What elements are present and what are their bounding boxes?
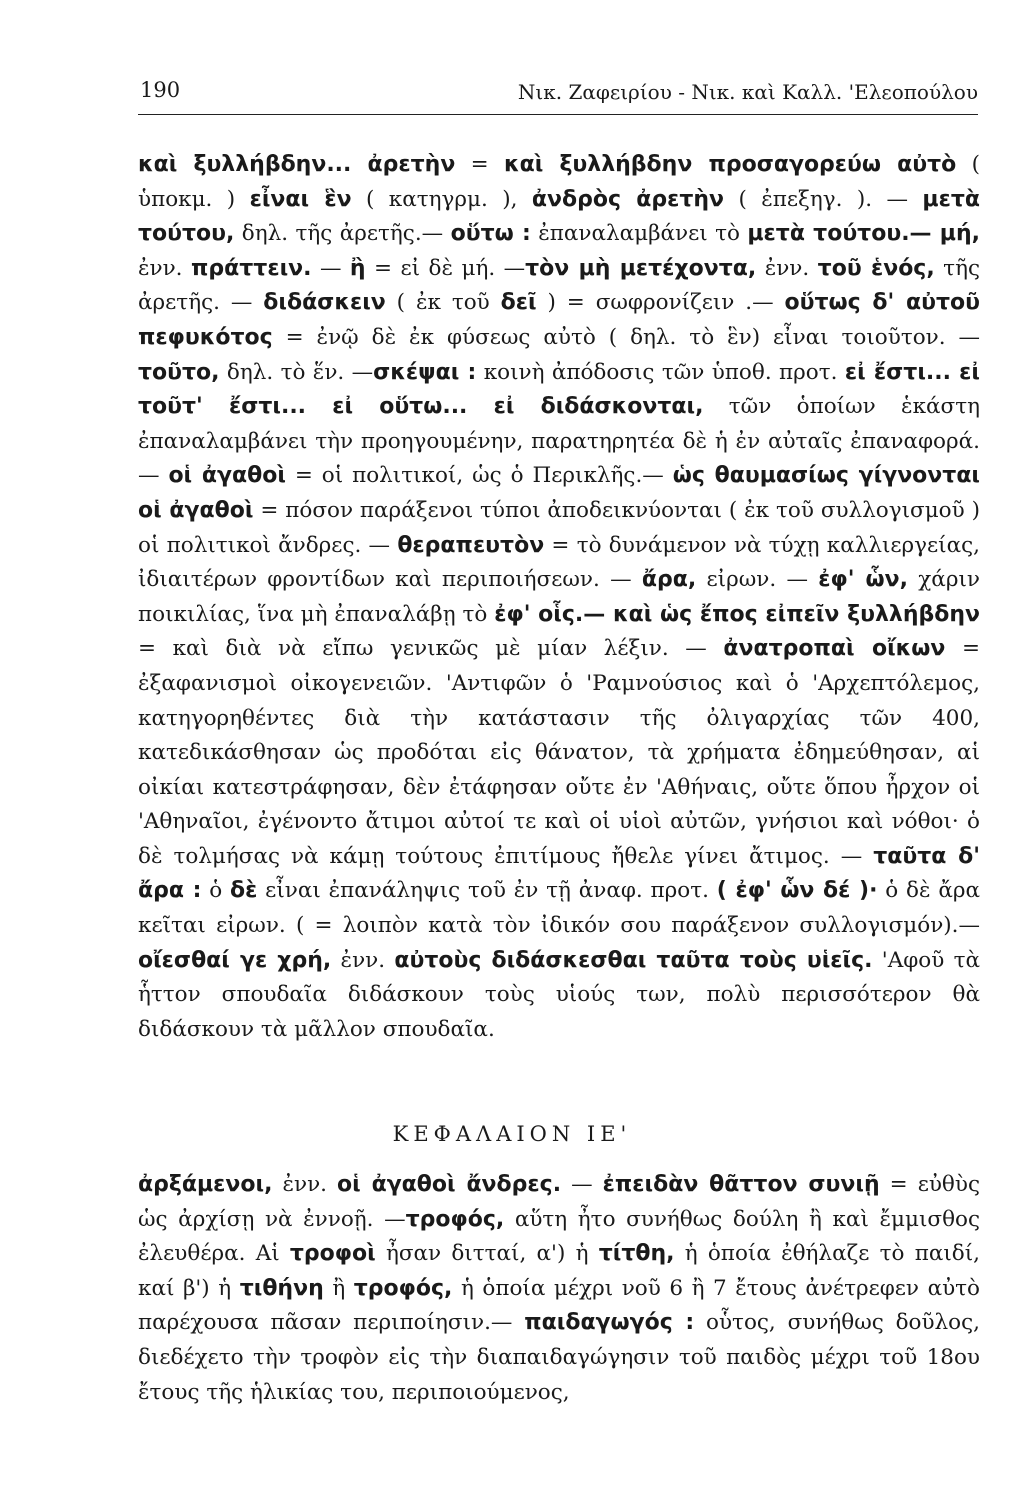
lemma: ἐφ' οἷς.— καὶ ὡς ἔπος εἰπεῖν ξυλλήβδην [494, 601, 980, 627]
chapter-heading: ΚΕΦΑΛΑΙΟΝ ΙΕ' [392, 1122, 632, 1146]
page-number: 190 [140, 78, 181, 102]
gloss: = καὶ διὰ νὰ εἴπω γενικῶς μὲ μίαν λέξιν. — [138, 636, 724, 662]
gloss: ἐνν. [138, 255, 191, 281]
lemma: δὲ [230, 878, 258, 904]
gloss: ) = σωφρονίζειν .— [536, 290, 785, 316]
lemma: ταῦτα δ' ἄρα : [138, 843, 980, 904]
gloss: ἐπαναλαμβάνει τὸ [530, 221, 748, 247]
running-title: Νικ. Ζαφειρίου - Νικ. καὶ Καλλ. 'Ελεοπούλου [517, 80, 978, 104]
gloss: = ἐξαφανισμοὶ οἰκογενειῶν. 'Αντιφῶν ὁ 'Ραμνούσιος καὶ ὁ 'Αρχεπτόλεμος, κατηγορηθέντες διὰ τὴν κατάστασιν τῆς ὀλιγαρχίας τῶν 400, κατεδικάσθησαν ὡς προδόται εἰς θάνατον, τὰ χρήματα ἐδημεύθησαν, αἱ οἰκίαι κατεστράφησαν, δὲν ἐτάφησαν οὔτε ἐν 'Αθήναις, οὔτε ὅπου ἦρχον οἱ 'Αθηναῖοι, ἐγένοντο ἄτιμοι αὐτοί τε καὶ οἱ υἱοὶ αὐτῶν, γνήσιοι καὶ νόθοι· ὁ δὲ τολμήσας νὰ κάμῃ τούτους ἐπιτίμους ἤθελε γίνει ἄτιμος. — [138, 636, 981, 869]
lemma: ἀρξάμενοι, [138, 1172, 273, 1197]
lemma: ἀνατροπαὶ οἴκων [723, 636, 946, 662]
gloss: ( κατηγρμ. ), [351, 186, 532, 212]
gloss: δηλ. τῆς ἀρετῆς.— [234, 221, 451, 247]
lemma: εἶναι ἓν [249, 186, 352, 212]
lemma: οἴεσθαί γε χρή, [138, 947, 332, 973]
lemma: τίτθη, [598, 1241, 675, 1267]
gloss: τῶν ὁποίων ἑκάστη ἐπαναλαμβάνει τὴν προηγουμένην, παρατηρητέα δὲ ἡ ἐν αὐταῖς ἐπαναφορά. — [138, 394, 980, 489]
lemma: οἱ ἀγαθοὶ ἄνδρες. [337, 1172, 562, 1197]
gloss: ἐνν. [272, 1172, 338, 1197]
gloss: = πόσον παράξενοι τύποι ἀποδεικνύονται ( ἐκ τοῦ συλλογισμοῦ ) οἱ πολιτικοὶ ἄνδρες. — [138, 497, 980, 558]
gloss: ἡ ὁποία ἐθήλαζε τὸ παιδί, καί β') ἡ [138, 1241, 980, 1301]
gloss: = [455, 152, 504, 177]
gloss: = εἰ δὲ μή. — [365, 255, 526, 281]
gloss: οὗτος, συνήθως δοῦλος, διεδέχετο τὴν τροφὸν εἰς τὴν διαπαιδαγώγησιν τοῦ παιδὸς μέχρι τοῦ 18ου ἔτους τῆς ἡλικίας του, περιποιούμενος, [138, 1310, 980, 1405]
lemma: οὕτως δ' αὐτοῦ πεφυκότος [138, 290, 980, 350]
lemma: ἐπειδὰν θᾶττον συνιῇ [602, 1172, 880, 1197]
gloss: αὕτη ἦτο συνήθως δούλη ἢ καὶ ἔμμισθος ἐλευθέρα. Αἱ [138, 1206, 980, 1267]
gloss: = οἱ πολιτικοί, ὡς ὁ Περικλῆς.— [285, 463, 673, 489]
gloss: = τὸ δυνάμενον νὰ τύχῃ καλλιεργείας, ἰδιαιτέρων φροντίδων καὶ περιποιήσεων. — [138, 532, 980, 593]
paragraph [138, 148, 980, 1047]
lemma: πράττειν. [190, 255, 312, 281]
lemma: σκέψαι : [373, 359, 477, 385]
gloss: τῆς ἀρετῆς. — [138, 255, 980, 316]
gloss: ( ἐπεξηγ. ). — [724, 186, 923, 212]
commentary-text [138, 148, 980, 1047]
gloss: ἢ [323, 1275, 354, 1301]
lemma: τὸν μὴ μετέχοντα, [525, 255, 757, 281]
gloss: — [311, 255, 350, 281]
lemma: ἀνδρὸς ἀρετὴν [531, 186, 725, 212]
lemma: μετὰ τούτου, [138, 186, 981, 247]
gloss: ( ὑποκμ. ) [138, 152, 980, 212]
lemma: δεῖ [500, 290, 537, 316]
lemma: ἐφ' ὧν, [818, 567, 908, 593]
lemma: μετὰ τούτου.— μή, [747, 221, 980, 247]
lemma: αὐτοὺς διδάσκεσθαι ταῦτα τοὺς υἱεῖς. [394, 947, 873, 973]
lemma: καὶ ξυλλήβδην... ἀρετὴν [138, 152, 456, 177]
chapter-text [138, 1168, 980, 1410]
lemma: τροφός, [405, 1206, 505, 1232]
lemma: τροφός, [353, 1275, 453, 1301]
lemma: οἱ ἀγαθοὶ [168, 463, 286, 489]
gloss: = εὐθὺς ὡς ἀρχίσῃ νὰ ἐννοῇ. — [138, 1172, 980, 1232]
lemma: παιδαγωγός : [524, 1310, 695, 1336]
page-header [138, 74, 978, 115]
gloss: κοινὴ ἀπόδοσις τῶν ὑποθ. προτ. [476, 359, 845, 385]
lemma: ὡς θαυμασίως γίγνονται οἱ ἀγαθοὶ [138, 463, 981, 523]
lemma: διδάσκειν [263, 290, 386, 316]
gloss: εἰρων. — [696, 567, 819, 593]
lemma: εἰ ἔστι... εἰ τοῦτ' ἔστι... εἰ οὕτω... εἰ διδάσκονται, [138, 359, 980, 420]
lemma: τοῦ ἑνός, [817, 255, 935, 281]
lemma: ἄρα, [641, 567, 697, 593]
gloss: εἶναι ἐπανάληψις τοῦ ἐν τῇ ἀναφ. προτ. [257, 878, 717, 904]
lemma: ( ἐφ' ὧν δέ )· [716, 878, 878, 904]
lemma: τροφοὶ [289, 1241, 376, 1267]
lemma: τοῦτο, [138, 359, 220, 385]
lemma: θεραπευτὸν [397, 532, 545, 558]
lemma: καὶ ξυλλήβδην προσαγορεύω αὐτὸ [503, 152, 957, 177]
gloss: ἐνν. [331, 947, 395, 973]
lemma: ἢ [349, 255, 366, 281]
gloss: — [561, 1172, 603, 1197]
gloss: χάριν ποικιλίας, ἵνα μὴ ἐπαναλάβῃ τὸ [138, 567, 980, 627]
gloss: δηλ. τὸ ἕν. — [219, 359, 374, 385]
gloss: ὁ δὲ ἄρα κεῖται εἰρων. ( = λοιπὸν κατὰ τὸν ἰδικόν σου παράξενον συλλογισμόν).— [138, 878, 981, 939]
gloss: ὁ [201, 878, 230, 904]
lemma: τιθήνη [239, 1275, 324, 1301]
lemma: οὕτω : [450, 221, 531, 247]
gloss: ( ἐκ τοῦ [385, 290, 501, 316]
paragraph [138, 1168, 980, 1410]
gloss: ἦσαν διτταί, α') ἡ [375, 1241, 599, 1267]
gloss: ἐνν. [756, 255, 818, 281]
gloss: = ἐνῷ δὲ ἐκ φύσεως αὐτὸ ( δηλ. τὸ ἓν) εἶναι τοιοῦτον. — [272, 324, 980, 350]
gloss: ἡ ὁποία μέχρι νοῦ 6 ἢ 7 ἔτους ἀνέτρεφεν αὐτὸ παρέχουσα πᾶσαν περιποίησιν.— [138, 1275, 980, 1336]
gloss: 'Αφοῦ τὰ ἧττον σπουδαῖα διδάσκουν τοὺς υἱούς των, πολὺ περισσότερον θὰ διδάσκουν τὰ μᾶλλον σπουδαῖα. [138, 947, 980, 1042]
